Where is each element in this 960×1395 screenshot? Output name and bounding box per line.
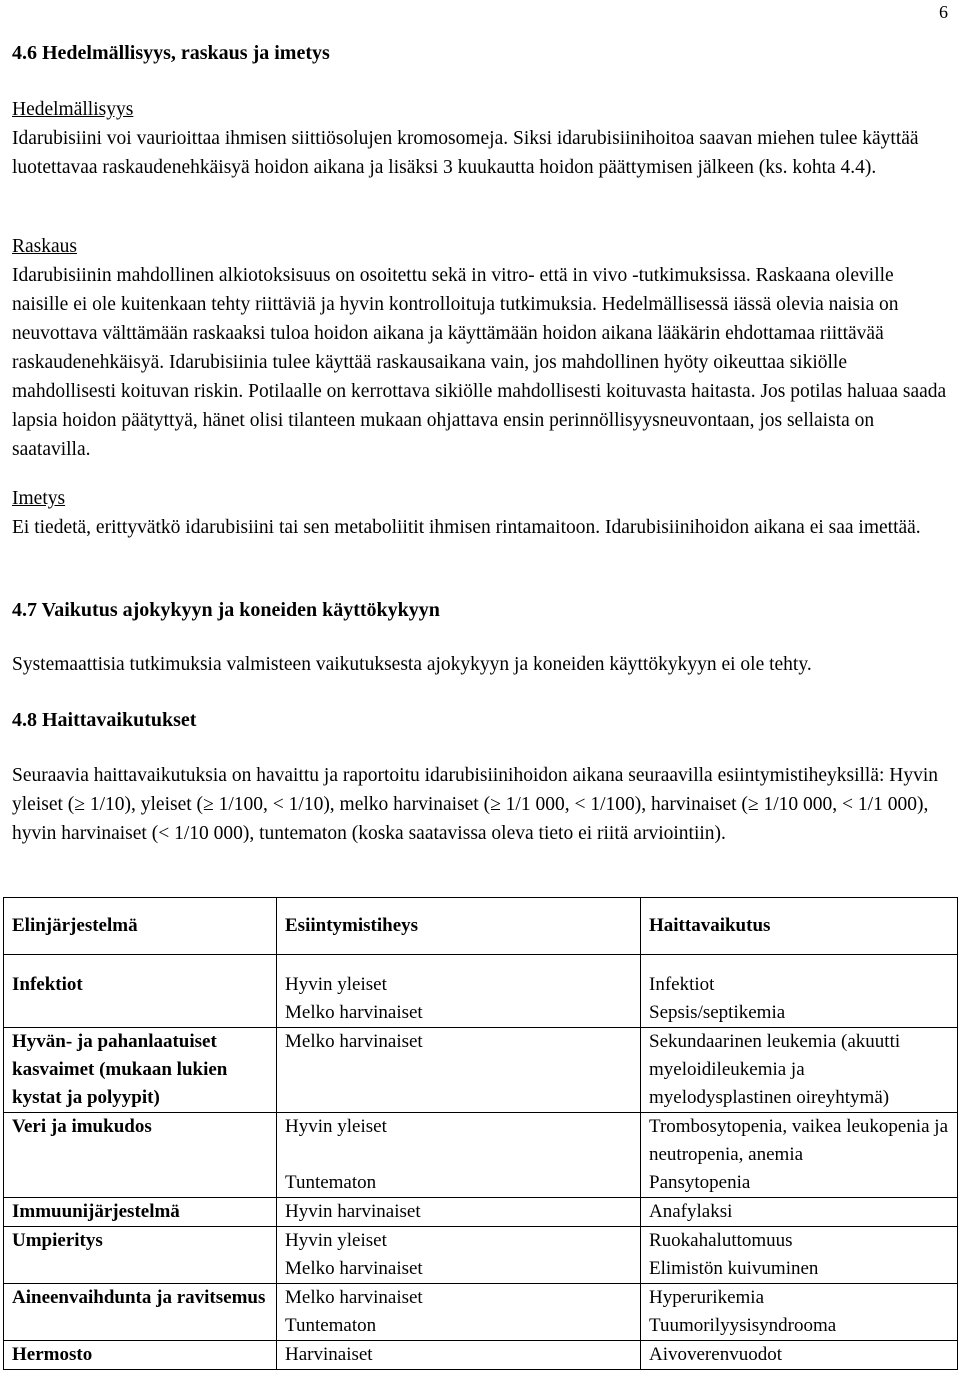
pregnancy-block [12,232,950,464]
table-row [4,1169,958,1198]
section-4-8-title: 4.8 Haittavaikutukset [12,709,197,731]
pregnancy-text: Idarubisiinin mahdollinen alkiotoksisuus on osoitettu sekä in vitro- että in vivo -tutkimuksissa. Raskaana oleville naisille ei ole kuitenkaan tehty riittäviä ja hyvin kontrolloituja tutkimuksia. Hedelmällisessä iässä olevia naisia on neuvottava välttämään raskaaksi tuloa hoidon aikana ja käyttämään hoidon aikana lääkärin ehdottamaa riittävää raskaudenehkäisyä. Idarubisiinia tulee käyttää raskausaikana vain, jos mahdollinen hyöty oikeuttaa sikiölle mahdollisesti koituvan riskin. Potilaalle on kerrottava sikiölle mahdollisesti koituvasta haitasta. Jos potilas haluaa saada lapsia hoidon päätyttyä, hänet olisi tilanteen mukaan ohjattava ensin perinnöllisyysneuvontaan, jos sellaista on saatavilla. [12,265,947,460]
table-row [4,1284,958,1313]
organ-system-cell: Infektiot [4,955,277,1000]
lactation-text: Ei tiedetä, erittyvätkö idarubisiini tai sen metaboliitit ihmisen rintamaitoon. Idarubisiinihoidon aikana ei saa imettää. [12,517,921,538]
fertility-text: Idarubisiini voi vaurioittaa ihmisen siittiösolujen kromosomeja. Siksi idarubisiinihoitoa saavan miehen tulee käyttää luotettavaa raskaudenehkäisyä hoidon aikana ja lisäksi 3 kuukautta hoidon päättymisen jälkeen (ks. kohta 4.4). [12,128,919,178]
frequency-cell: Melko harvinaiset [277,1284,641,1313]
lactation-heading: Imetys [12,488,66,509]
section-4-7-text: Systemaattisia tutkimuksia valmisteen vaikutuksesta ajokykyyn ja koneiden käyttökykyyn ei ole tehty. [12,654,812,675]
section-4-6-title: 4.6 Hedelmällisyys, raskaus ja imetys [12,42,330,64]
frequency-cell: Hyvin yleiset [277,1113,641,1170]
adverse-effect-cell: Aivoverenvuodot [641,1341,958,1370]
table-row [4,1255,958,1284]
organ-system-cell [4,1255,277,1284]
column-header-organ-system: Elinjärjestelmä [4,898,277,955]
table-row [4,999,958,1028]
organ-system-cell [4,999,277,1028]
frequency-cell: Tuntematon [277,1169,641,1198]
table-row [4,1113,958,1170]
column-header-frequency: Esiintymistiheys [277,898,641,955]
table-row [4,1198,958,1227]
adverse-effect-cell: Tuumorilyysisyndrooma [641,1312,958,1341]
table-row [4,1341,958,1370]
section-4-8-text: Seuraavia haittavaikutuksia on havaittu ja raportoitu idarubisiinihoidon aikana seuraavilla esiintymistiheyksillä: Hyvin yleiset (≥ 1/10), yleiset (≥ 1/100, < 1/10), melko harvinaiset (≥ 1/1 000, < 1/100), harvinaiset (≥ 1/10 000, < 1/1 000), hyvin harvinaiset (< 1/10 000), tuntematon (koska saatavissa oleva tieto ei riitä arviointiin). [12,765,939,844]
frequency-cell: Melko harvinaiset [277,1028,641,1113]
pregnancy-heading: Raskaus [12,236,77,257]
table-row [4,1028,958,1113]
adverse-effect-cell: Anafylaksi [641,1198,958,1227]
adverse-effect-cell: Sekundaarinen leukemia (akuutti myeloidileukemia ja myelodysplastinen oireyhtymä) [641,1028,958,1113]
adverse-effect-cell: Trombosytopenia, vaikea leukopenia ja neutropenia, anemia [641,1113,958,1170]
lactation-block [12,484,950,542]
organ-system-cell: Hermosto [4,1341,277,1370]
adverse-effect-cell: Infektiot [641,955,958,1000]
adverse-effects-table [3,897,958,1370]
frequency-cell: Hyvin harvinaiset [277,1198,641,1227]
adverse-effect-cell: Elimistön kuivuminen [641,1255,958,1284]
frequency-cell: Hyvin yleiset [277,955,641,1000]
section-4-7-title: 4.7 Vaikutus ajokykyyn ja koneiden käyttökykyyn [12,599,440,621]
table-row [4,1227,958,1256]
frequency-cell: Tuntematon [277,1312,641,1341]
column-header-adverse-effect: Haittavaikutus [641,898,958,955]
page-number: 6 [939,2,948,22]
organ-system-cell [4,1312,277,1341]
table-row [4,1312,958,1341]
table-header-row [4,898,958,955]
organ-system-cell: Immuunijärjestelmä [4,1198,277,1227]
table-row [4,955,958,1000]
organ-system-cell [4,1169,277,1198]
frequency-cell: Hyvin yleiset [277,1227,641,1256]
fertility-block [12,95,950,182]
frequency-cell: Melko harvinaiset [277,999,641,1028]
organ-system-cell: Veri ja imukudos [4,1113,277,1170]
adverse-effect-cell: Ruokahaluttomuus [641,1227,958,1256]
adverse-effect-cell: Sepsis/septikemia [641,999,958,1028]
organ-system-cell: Aineenvaihdunta ja ravitsemus [4,1284,277,1313]
frequency-cell: Melko harvinaiset [277,1255,641,1284]
organ-system-cell: Hyvän- ja pahanlaatuiset kasvaimet (mukaan lukien kystat ja polyypit) [4,1028,277,1113]
organ-system-cell: Umpieritys [4,1227,277,1256]
adverse-effect-cell: Hyperurikemia [641,1284,958,1313]
fertility-heading: Hedelmällisyys [12,99,134,120]
adverse-effect-cell: Pansytopenia [641,1169,958,1198]
frequency-cell: Harvinaiset [277,1341,641,1370]
